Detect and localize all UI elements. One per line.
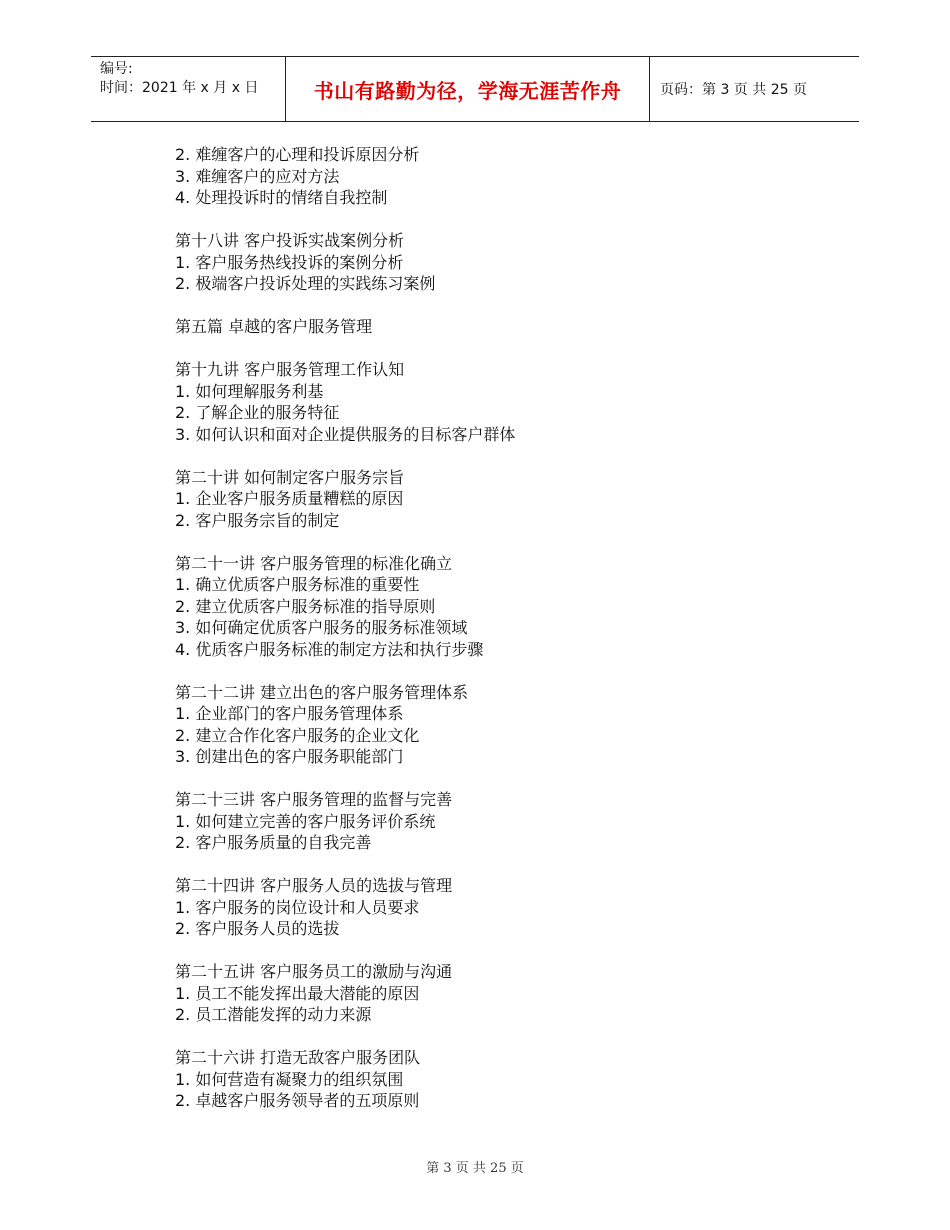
- lecture-section: [175, 316, 795, 338]
- section-item: 1. 确立优质客户服务标准的重要性: [175, 575, 420, 594]
- section-item: 1. 企业部门的客户服务管理体系: [175, 704, 404, 723]
- time-label: 时间：2021 年 x 月 x 日: [100, 80, 259, 96]
- lecture-section: [175, 144, 795, 209]
- section-item: 4. 处理投诉时的情绪自我控制: [175, 188, 388, 207]
- lecture-section: [175, 875, 795, 940]
- section-title: 第二十一讲 客户服务管理的标准化确立: [175, 553, 453, 573]
- section-title: 第二十三讲 客户服务管理的监督与完善: [175, 790, 453, 809]
- section-item: 2. 建立优质客户服务标准的指导原则: [175, 596, 436, 616]
- section-item: 1. 企业客户服务质量糟糕的原因: [175, 489, 404, 508]
- section-item: 2. 了解企业的服务特征: [175, 403, 340, 422]
- section-item: 1. 客户服务热线投诉的案例分析: [175, 252, 404, 272]
- section-title: 第十九讲 客户服务管理工作认知: [175, 360, 405, 379]
- section-item: 3. 创建出色的客户服务职能部门: [175, 747, 404, 766]
- page-header: [91, 56, 859, 122]
- section-title: 第二十讲 如何制定客户服务宗旨: [175, 467, 405, 487]
- section-item: 2. 难缠客户的心理和投诉原因分析: [175, 145, 420, 164]
- section-title: 第二十四讲 客户服务人员的选拔与管理: [175, 876, 453, 895]
- section-item: 3. 难缠客户的应对方法: [175, 166, 340, 186]
- section-item: 3. 如何确定优质客户服务的服务标准领域: [175, 618, 468, 637]
- header-page-info: 页码：第 3 页 共 25 页: [660, 82, 807, 98]
- section-title: 第二十五讲 客户服务员工的激励与沟通: [175, 962, 453, 981]
- section-title: 第二十六讲 打造无敌客户服务团队: [175, 1048, 421, 1067]
- section-title: 第二十二讲 建立出色的客户服务管理体系: [175, 682, 469, 702]
- section-item: 1. 如何理解服务利基: [175, 381, 324, 401]
- section-item: 2. 客户服务质量的自我完善: [175, 833, 372, 852]
- lecture-section: [175, 789, 795, 854]
- section-item: 2. 卓越客户服务领导者的五项原则: [175, 1091, 420, 1110]
- section-item: 2. 员工潜能发挥的动力来源: [175, 1005, 372, 1024]
- lecture-section: [175, 682, 795, 768]
- section-title: 第十八讲 客户投诉实战案例分析: [175, 231, 405, 250]
- lecture-section: [175, 467, 795, 532]
- section-item: 1. 客户服务的岗位设计和人员要求: [175, 897, 420, 917]
- lecture-section: [175, 1047, 795, 1112]
- page-footer: 第 3 页 共 25 页: [426, 1161, 524, 1176]
- section-item: 2. 客户服务宗旨的制定: [175, 510, 340, 530]
- section-item: 2. 极端客户投诉处理的实践练习案例: [175, 274, 436, 293]
- lecture-section: [175, 961, 795, 1026]
- section-item: 3. 如何认识和面对企业提供服务的目标客户群体: [175, 424, 516, 444]
- section-item: 1. 员工不能发挥出最大潜能的原因: [175, 983, 420, 1003]
- document-body: [175, 144, 795, 1133]
- lecture-section: [175, 553, 795, 661]
- lecture-section: [175, 359, 795, 445]
- section-item: 2. 客户服务人员的选拔: [175, 919, 340, 938]
- section-item: 4. 优质客户服务标准的制定方法和执行步骤: [175, 639, 484, 659]
- section-title: 第五篇 卓越的客户服务管理: [175, 317, 373, 336]
- header-meta: [91, 57, 286, 121]
- section-item: 2. 建立合作化客户服务的企业文化: [175, 725, 420, 745]
- lecture-section: [175, 230, 795, 295]
- number-label: 编号:: [100, 61, 133, 77]
- section-item: 1. 如何建立完善的客户服务评价系统: [175, 811, 436, 831]
- header-motto: 书山有路勤为径，学海无涯苦作舟: [286, 57, 650, 121]
- section-item: 1. 如何营造有凝聚力的组织氛围: [175, 1069, 404, 1089]
